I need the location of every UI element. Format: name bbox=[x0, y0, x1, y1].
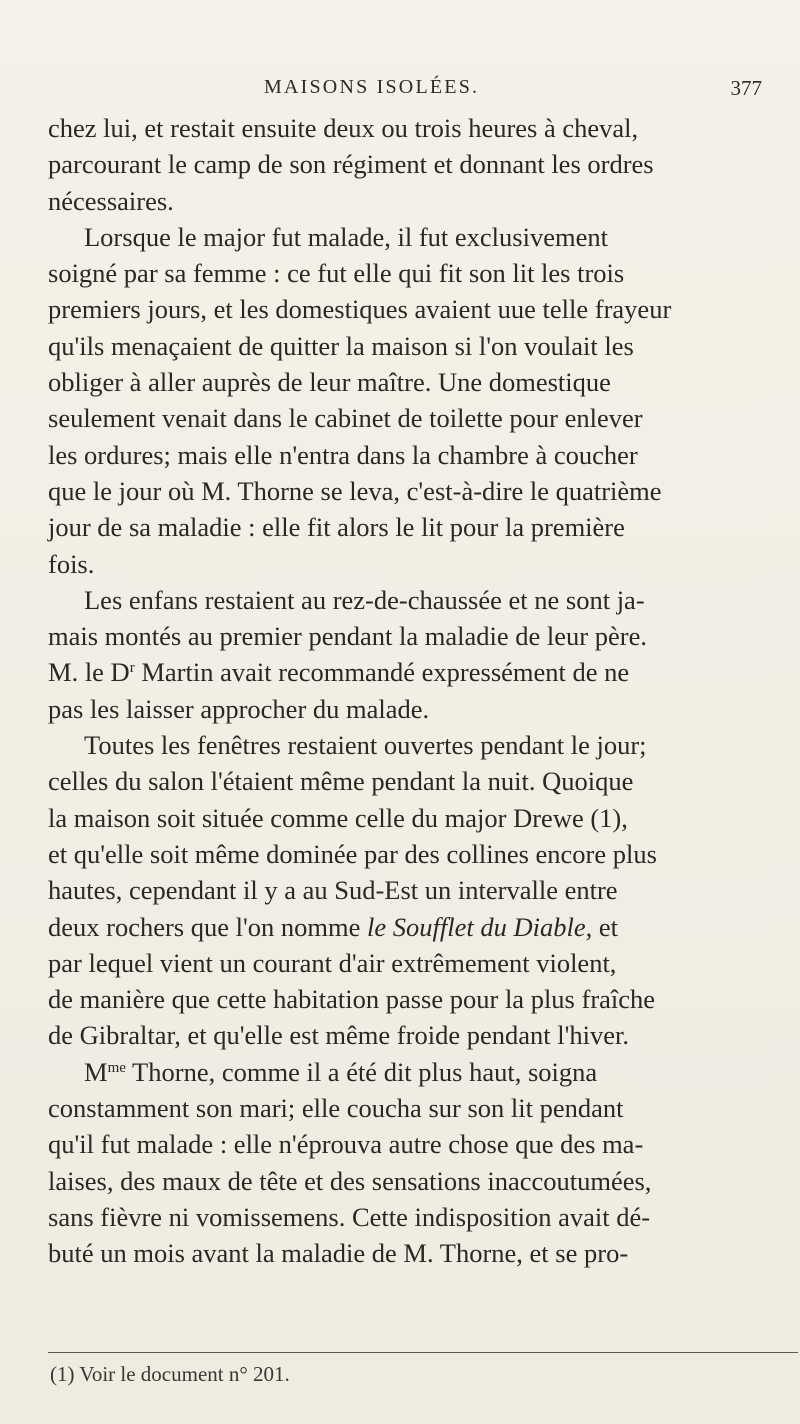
text-line: parcourant le camp de son régiment et donnant les ordres bbox=[48, 149, 654, 180]
text-line: seulement venait dans le cabinet de toilette pour enlever bbox=[48, 403, 643, 434]
text-line: la maison soit située comme celle du major Drewe (1), bbox=[48, 802, 628, 833]
line-segment: et bbox=[592, 911, 618, 942]
text-line: que le jour où M. Thorne se leva, c'est-à-dire le quatrième bbox=[48, 475, 662, 506]
text-line bbox=[48, 909, 798, 945]
text-line: pas les laisser approcher du malade. bbox=[48, 693, 430, 724]
text-line: qu'il fut malade : elle n'éprouva autre chose que des ma- bbox=[48, 1129, 644, 1160]
header-title: MAISONS ISOLÉES. bbox=[264, 76, 480, 98]
line-segment: Thorne, comme il a été dit plus haut, soigna bbox=[125, 1056, 598, 1087]
text-line: Lorsque le major fut malade, il fut exclusivement bbox=[84, 221, 608, 252]
text-line: premiers jours, et les domestiques avaient uue telle frayeur bbox=[48, 294, 672, 325]
text-line: sans fièvre ni vomissemens. Cette indisposition avait dé- bbox=[48, 1201, 651, 1232]
superscript: me bbox=[107, 1059, 126, 1076]
text-line: constamment son mari; elle coucha sur son lit pendant bbox=[48, 1093, 624, 1124]
footnote-rule bbox=[48, 1352, 798, 1353]
text-line: buté un mois avant la maladie de M. Thorne, et se pro- bbox=[48, 1238, 629, 1269]
text-line: par lequel vient un courant d'air extrêmement violent, bbox=[48, 947, 617, 978]
text-line: fois. bbox=[48, 548, 95, 579]
text-line: celles du salon l'étaient même pendant la nuit. Quoique bbox=[48, 766, 634, 797]
text-line: de manière que cette habitation passe pour la plus fraîche bbox=[48, 984, 656, 1015]
text-line: chez lui, et restait ensuite deux ou trois heures à cheval, bbox=[48, 113, 639, 143]
line-segment: deux rochers que l'on nomme bbox=[48, 911, 368, 942]
superscript: r bbox=[129, 660, 135, 677]
line-segment: Martin avait recommandé expressément de ne bbox=[134, 657, 630, 688]
text-line: mais montés au premier pendant la maladie de leur père. bbox=[48, 621, 647, 652]
page-number: 377 bbox=[730, 76, 762, 100]
line-segment: M bbox=[84, 1056, 108, 1087]
text-line: nécessaires. bbox=[48, 185, 174, 216]
text-line: qu'ils menaçaient de quitter la maison si l'on voulait les bbox=[48, 330, 634, 361]
text-line: hautes, cependant il y a au Sud-Est un intervalle entre bbox=[48, 875, 618, 906]
text-line bbox=[48, 654, 798, 690]
text-line: de Gibraltar, et qu'elle est même froide pendant l'hiver. bbox=[48, 1020, 629, 1051]
body-text bbox=[48, 110, 798, 1272]
text-line: Les enfans restaient au rez-de-chaussée et ne sont ja- bbox=[84, 584, 645, 615]
line-segment: M. le D bbox=[48, 657, 130, 688]
text-line: les ordures; mais elle n'entra dans la chambre à coucher bbox=[48, 439, 638, 470]
text-line: laises, des maux de tête et des sensations inaccoutumées, bbox=[48, 1165, 652, 1196]
text-line: soigné par sa femme : ce fut elle qui fit son lit les trois bbox=[48, 258, 625, 289]
italic-phrase: le Soufflet du Diable, bbox=[367, 911, 593, 942]
text-line: obliger à aller auprès de leur maître. Une domestique bbox=[48, 367, 611, 398]
text-line: Toutes les fenêtres restaient ouvertes pendant le jour; bbox=[84, 730, 647, 761]
footnote: (1) Voir le document n° 201. bbox=[50, 1362, 290, 1386]
text-line: jour de sa maladie : elle fit alors le lit pour la première bbox=[48, 512, 625, 543]
text-line: et qu'elle soit même dominée par des collines encore plus bbox=[48, 838, 657, 869]
text-line bbox=[48, 1054, 798, 1090]
running-header bbox=[264, 76, 762, 104]
